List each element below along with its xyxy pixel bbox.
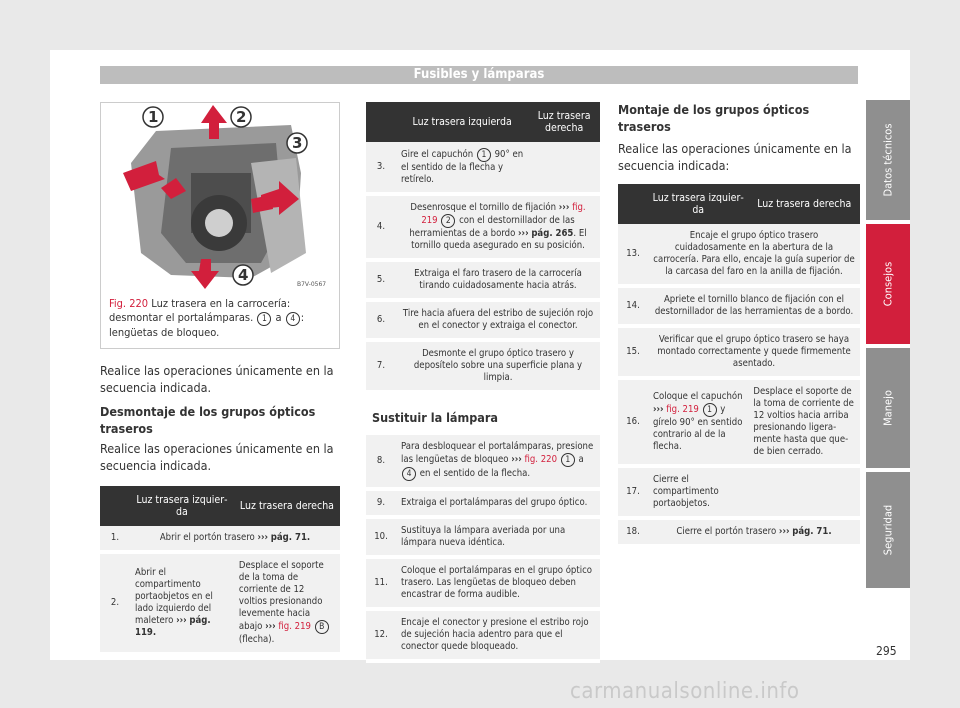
sustituir-title: Sustituir la lámpara bbox=[372, 410, 499, 425]
figure-label: Fig. 220 bbox=[109, 297, 149, 310]
intro-text: Realice las operaciones únicamente en la secuencia indicada. bbox=[100, 363, 334, 395]
tab-datos-tecnicos[interactable]: Datos técnicos bbox=[866, 100, 910, 220]
desmontaje-table: Luz trasera izquierda Luz trasera derecha 1. Abrir el portón trasero ››› pág. 71. 2. Abrir el compartimento portaobjetos en el lado izquierdo del maletero ››› pág. 119. Desplace el soporte de la toma de corriente de 12 voltios presionando levemente hacia abajo ››› fig. 219 B (flecha). bbox=[100, 486, 340, 656]
montaje-table: Luz trasera izquierda Luz trasera derecha 13. Encaje el grupo óptico trasero cuidadosamente en la abertura de la carrocería. Para ello, encaje la guía superior de la carcasa del faro en la anilla de fijación. 14. Apriete el tornillo blanco de fijación con el destornillador de las herramientas de a bordo. 15. Verificar que el grupo óptico trasero se haya montado correctamente y quede firmemente asentado. 16. Coloque el capuchón ››› fig. 219 1 y gírelo 90° en sentido contrario al de la flecha. Desplace el soporte de la toma de corriente de 12 voltios hacia arriba presionando ligeramente hasta que quede bien cerrado. 17. Cierre el compartimento portaobjetos. 18. Cierre el portón trasero ››› pág. 71. bbox=[618, 184, 860, 548]
figure-code: B7V-0567 bbox=[297, 281, 327, 288]
sustituir-table: 8. Para desbloquear el portalámparas, presione las lengüetas de bloqueo ››› fig. 220 1 a 4 en el sentido de la flecha. 9. Extraiga el portalámparas del grupo óptico. 10. Sustituya la lámpara averiada por una lámpara nueva idéntica. 11. Coloque el portalámparas en el grupo óptico trasero. Las lengüetas de bloqueo deben encastrar de forma audible. 12. Encaje el conector y presione el estribo rojo de sujeción hacia adentro para que el conector quede bloqueado. bbox=[366, 435, 600, 663]
page-header: Fusibles y lámparas bbox=[100, 66, 858, 84]
desmontaje-intro: Realice las operaciones únicamente en la secuencia indicada. bbox=[100, 441, 334, 473]
figure-caption: Fig. 220 Luz trasera en la carrocería: desmontar el portalámparas. 1 a 4 : lengüetas de bloqueo. bbox=[109, 297, 305, 339]
tab-seguridad[interactable]: Seguridad bbox=[866, 472, 910, 588]
page-number: 295 bbox=[876, 644, 897, 658]
rear-light-illustration bbox=[101, 103, 339, 291]
column-1 bbox=[100, 102, 340, 656]
callout-3: 3 bbox=[292, 134, 303, 152]
column-3 bbox=[618, 102, 860, 548]
callout-2: 2 bbox=[236, 108, 247, 126]
desmontaje-table-cont: Luz trasera izquierda Luz trasera derecha 3. Gire el capuchón 1 90° en el sentido de la flecha y retírelo. 4. Desenrosque el tornillo de fijación ››› fig. 219 2 con el destornillador de las herramientas de a bordo ››› pág. 265. El tornillo queda asegurado en su posición. 5. Extraiga el faro trasero de la carrocería tirando cuidadosamente hacia atrás. 6. Tire hacia afuera del estribo de sujeción rojo en el conector y extraiga el conector. 7. Desmonte el grupo óptico trasero y deposítelo sobre una superficie plana y limpia. bbox=[366, 102, 600, 394]
tab-consejos[interactable]: Consejos bbox=[866, 224, 910, 344]
column-2 bbox=[366, 102, 600, 663]
montaje-title: Montaje de los grupos ópticos traseros bbox=[618, 102, 810, 134]
montaje-intro: Realice las operaciones únicamente en la secuencia indicada: bbox=[618, 141, 852, 173]
callout-4: 4 bbox=[238, 266, 249, 284]
desmontaje-title: Desmontaje de los grupos ópticos traseros bbox=[100, 404, 316, 436]
figure-220 bbox=[100, 102, 340, 349]
watermark: carmanualsonline.info bbox=[570, 679, 800, 704]
callout-1: 1 bbox=[148, 108, 159, 126]
figure-image bbox=[101, 103, 339, 291]
tab-manejo[interactable]: Manejo bbox=[866, 348, 910, 468]
